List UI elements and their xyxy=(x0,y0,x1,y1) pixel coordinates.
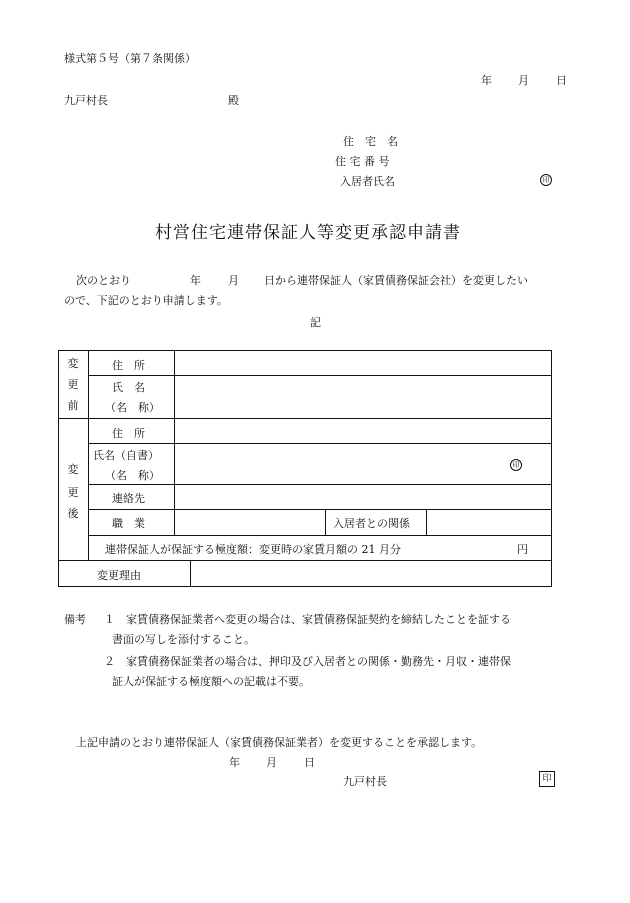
resident-name-label: 入居者氏名 xyxy=(340,175,395,188)
ki-label: 記 xyxy=(310,316,321,329)
form-number: 様式第５号（第７条関係） xyxy=(64,52,196,65)
mayor-seal-icon: 印 xyxy=(539,771,555,787)
before-address-label: 住 所 xyxy=(112,359,145,372)
approval-text: 上記申請のとおり連帯保証人（家賃債務保証業者）を変更することを承認します。 xyxy=(76,736,483,749)
date-day: 日 xyxy=(556,74,567,87)
before-name-sub-label: （名 称） xyxy=(105,401,160,414)
applicant-seal-icon: 印 xyxy=(540,174,552,186)
after-address-label: 住 所 xyxy=(112,427,145,440)
body-line2: ので、下記のとおり申請します。 xyxy=(64,294,228,307)
yen-label: 円 xyxy=(517,543,528,556)
date-year: 年 xyxy=(481,74,492,87)
reason-label: 変更理由 xyxy=(97,569,141,582)
body-line1-b: 日から連帯保証人（家賃債務保証会社）を変更したい xyxy=(264,274,528,287)
note-1-line2: 書面の写しを添付すること。 xyxy=(112,633,255,646)
after-name-sub-label: （名 称） xyxy=(105,469,160,482)
document-title: 村営住宅連帯保証人等変更承認申請書 xyxy=(155,223,461,243)
relation-label: 入居者との関係 xyxy=(333,517,410,530)
body-line1-month: 月 xyxy=(228,274,239,287)
body-line1-a: 次のとおり xyxy=(76,274,131,287)
note-2-line1: 家賃債務保証業者の場合は、押印及び入居者との関係・勤務先・月収・連帯保 xyxy=(126,655,511,668)
after-name-self-label: 氏名（自書） xyxy=(93,449,159,462)
before-name-label: 氏 名 xyxy=(112,381,145,394)
guarantor-seal-icon: 印 xyxy=(510,459,522,471)
after-label-3: 後 xyxy=(67,507,79,520)
housing-number-label: 住 宅 番 号 xyxy=(335,155,390,168)
honorific: 殿 xyxy=(228,94,239,107)
approval-month: 月 xyxy=(266,756,277,769)
housing-name-label: 住 宅 名 xyxy=(343,135,398,148)
note-2-line2: 証人が保証する極度額への記載は不要。 xyxy=(112,675,310,688)
note-1-number: １ xyxy=(104,613,115,626)
limit-text: 連帯保証人が保証する極度額：変更時の家賃月額の 21 月分 xyxy=(105,543,401,556)
approval-year: 年 xyxy=(229,756,240,769)
after-label-2: 更 xyxy=(67,486,79,499)
note-2-number: ２ xyxy=(104,655,115,668)
contact-label: 連絡先 xyxy=(112,492,145,505)
approval-mayor: 九戸村長 xyxy=(343,775,387,788)
before-label-2: 更 xyxy=(67,378,79,391)
notes-label: 備考 xyxy=(64,613,86,626)
before-label-1: 変 xyxy=(67,357,79,370)
job-label: 職 業 xyxy=(112,517,145,530)
note-1-line1: 家賃債務保証業者へ変更の場合は、家賃債務保証契約を締結したことを証する xyxy=(126,613,511,626)
approval-day: 日 xyxy=(304,756,315,769)
before-label-3: 前 xyxy=(67,399,79,412)
date-month: 月 xyxy=(518,74,529,87)
body-line1-year: 年 xyxy=(190,274,201,287)
after-label-1: 変 xyxy=(67,463,79,476)
addressee: 九戸村長 xyxy=(64,94,108,107)
